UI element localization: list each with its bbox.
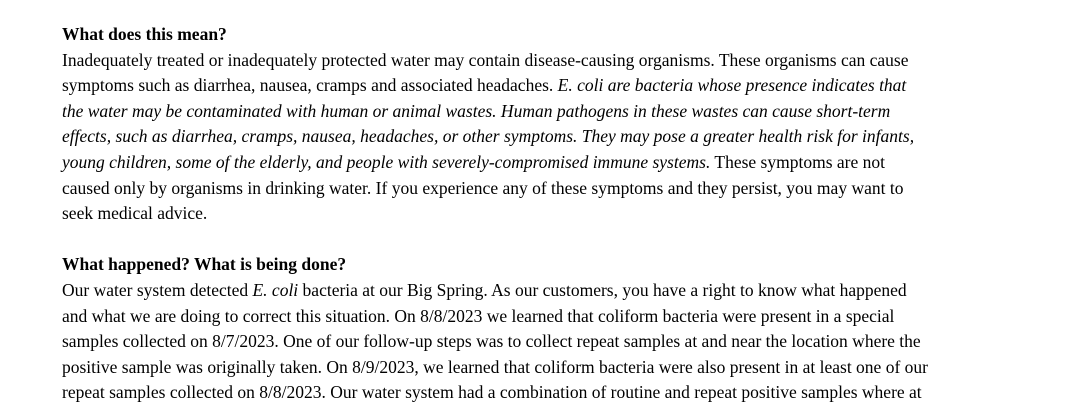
text-line	[62, 124, 1062, 150]
italic-text-run: E. coli	[252, 279, 299, 300]
section-paragraph	[62, 48, 1062, 227]
text-run: positive sample was originally taken. On 8/9/2023, we learned that coliform bacteria were also present in at least one of our	[62, 356, 928, 377]
text-run: samples collected on 8/7/2023. One of our follow-up steps was to collect repeat samples at and near the location where the	[62, 331, 921, 352]
text-run: Our water system detected	[62, 279, 253, 300]
text-run: Inadequately treated or inadequately protected water may contain disease-causing organisms. These organisms can cause	[62, 49, 909, 70]
text-line	[62, 73, 1062, 99]
section-what-happened	[62, 252, 1062, 406]
text-run: These symptoms are not	[710, 151, 885, 172]
text-line	[62, 150, 1062, 176]
section-what-does-this-mean	[62, 22, 1062, 227]
text-line	[62, 99, 1062, 125]
italic-text-run: E. coli are bacteria whose presence indicates that	[557, 75, 907, 96]
text-line	[62, 355, 1062, 381]
text-run: repeat samples collected on 8/8/2023. Our water system had a combination of routine and repeat positive samples where at	[62, 382, 922, 403]
paragraph-spacer	[62, 227, 1062, 253]
text-run: and what we are doing to correct this situation. On 8/8/2023 we learned that coliform bacteria were present in a special	[62, 305, 895, 326]
text-line	[62, 176, 1062, 202]
text-line	[62, 48, 1062, 74]
text-run: symptoms such as diarrhea, nausea, cramps and associated headaches.	[62, 75, 558, 96]
italic-text-run: young children, some of the elderly, and people with severely-compromised immune systems.	[62, 151, 711, 172]
text-line	[62, 304, 1062, 330]
italic-text-run: the water may be contaminated with human or animal wastes. Human pathogens in these wastes can cause short-term	[62, 100, 891, 121]
document-page	[62, 22, 1062, 406]
text-line	[62, 380, 1062, 406]
text-line	[62, 201, 1062, 227]
section-heading: What happened? What is being done?	[62, 254, 347, 275]
text-run: caused only by organisms in drinking water. If you experience any of these symptoms and they persist, you may want to	[62, 177, 904, 198]
section-heading: What does this mean?	[62, 24, 227, 44]
text-run: bacteria at our Big Spring. As our customers, you have a right to know what happened	[298, 279, 907, 300]
text-line	[62, 329, 1062, 355]
text-line	[62, 278, 1062, 304]
section-paragraph	[62, 278, 1062, 406]
text-run: seek medical advice.	[62, 203, 208, 224]
italic-text-run: effects, such as diarrhea, cramps, nausea, headaches, or other symptoms. They may pose a greater health risk for infants,	[62, 126, 915, 147]
